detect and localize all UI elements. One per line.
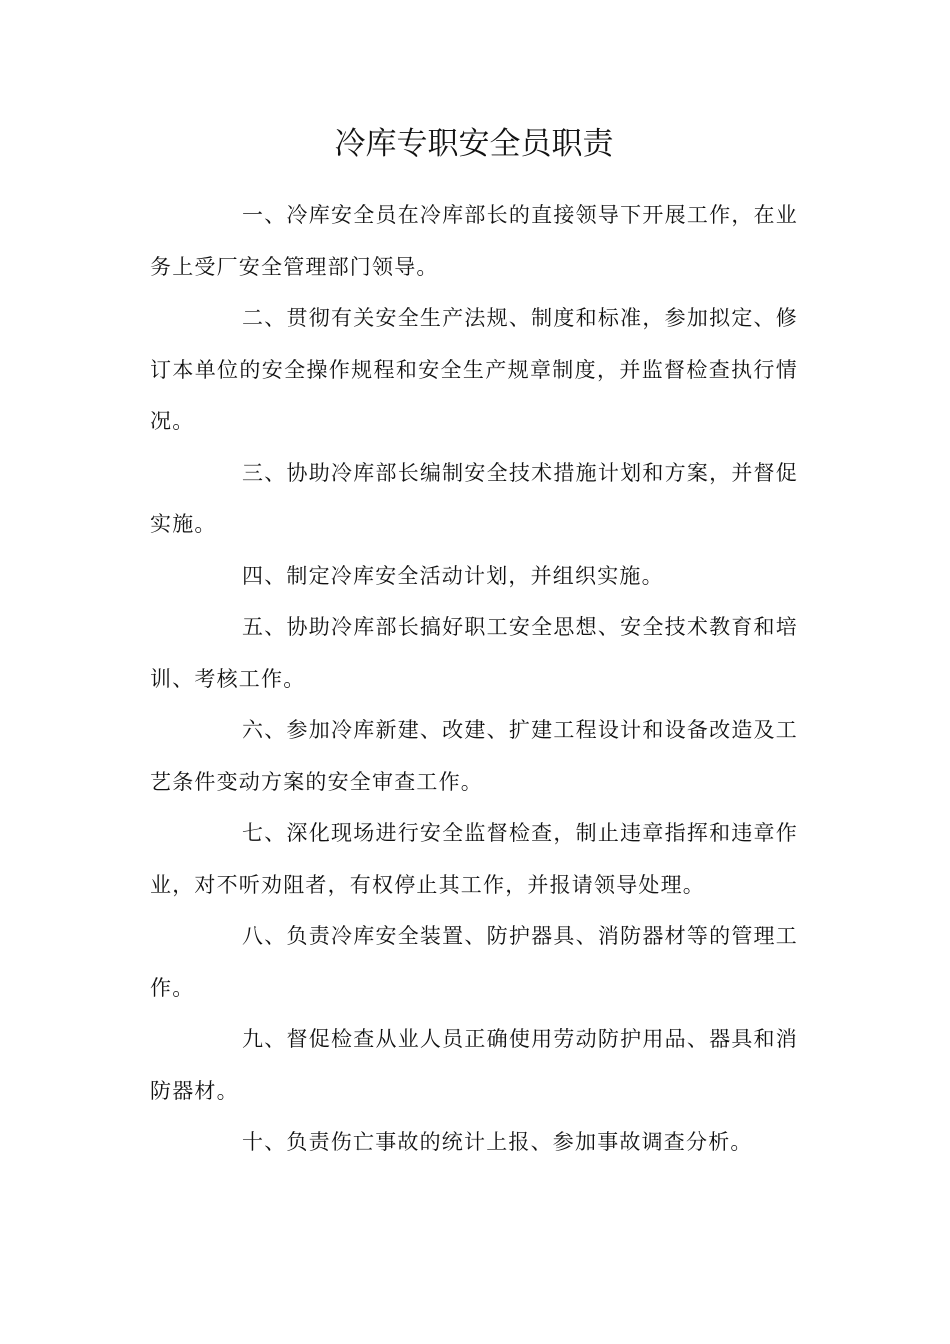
- paragraph-9: 九、督促检查从业人员正确使用劳动防护用品、器具和消防器材。: [150, 1027, 798, 1103]
- paragraph-4: 四、制定冷库安全活动计划，并组织实施。: [242, 563, 664, 588]
- paragraph-7: 七、深化现场进行安全监督检查，制止违章指挥和违章作业，对不听劝阻者，有权停止其工作，并报请领导处理。: [150, 821, 798, 897]
- paragraph-10: 十、负责伤亡事故的统计上报、参加事故调查分析。: [242, 1130, 753, 1154]
- document-title: 冷库专职安全员职责: [334, 126, 614, 162]
- paragraph-3: 三、协助冷库部长编制安全技术措施计划和方案，并督促实施。: [150, 460, 798, 536]
- document-body: [150, 190, 798, 1169]
- paragraph-6: 六、参加冷库新建、改建、扩建工程设计和设备改造及工艺条件变动方案的安全审查工作。: [150, 718, 798, 794]
- paragraph-8: 八、负责冷库安全装置、防护器具、消防器材等的管理工作。: [150, 924, 798, 1000]
- paragraph-1: 一、冷库安全员在冷库部长的直接领导下开展工作，在业务上受厂安全管理部门领导。: [150, 203, 798, 279]
- paragraph-5: 五、协助冷库部长搞好职工安全思想、安全技术教育和培训、考核工作。: [150, 615, 798, 691]
- paragraph-2: 二、贯彻有关安全生产法规、制度和标准，参加拟定、修订本单位的安全操作规程和安全生产规章制度，并监督检查执行情况。: [150, 306, 798, 433]
